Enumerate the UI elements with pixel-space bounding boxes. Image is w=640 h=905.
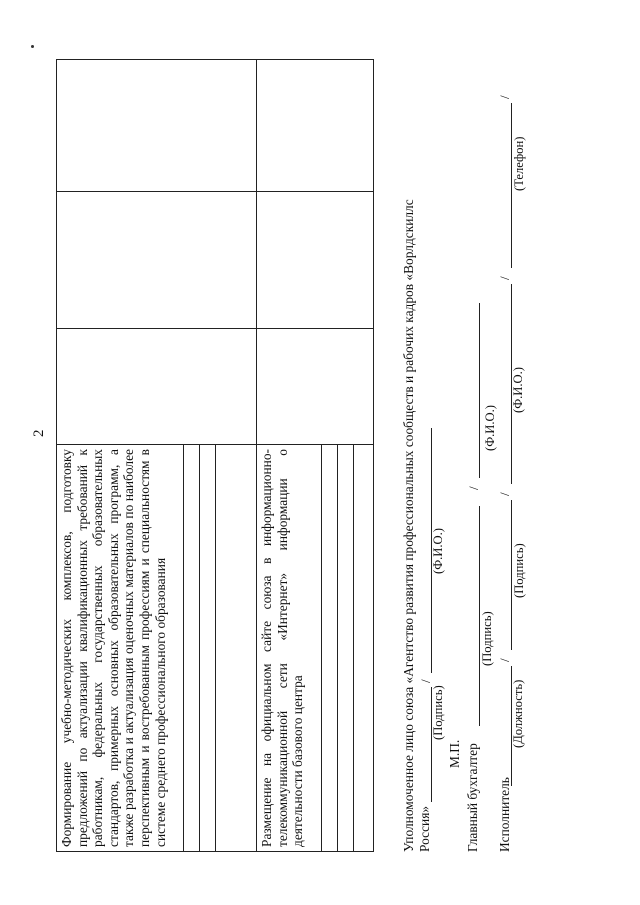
empty-cell xyxy=(257,192,374,329)
separator: / xyxy=(497,658,512,662)
activity-cell xyxy=(257,445,374,852)
fio-caption: (Ф.И.О.) xyxy=(511,367,525,413)
empty-cell xyxy=(257,329,374,445)
fio-caption: (Ф.И.О.) xyxy=(431,528,445,574)
fio-line xyxy=(479,303,480,478)
phone-caption: (Телефон) xyxy=(512,136,526,191)
authorized-person-label: Уполномоченное лицо союза «Агентство развития профессиональных сообществ и рабочих кадров «Ворлдскиллс xyxy=(401,199,416,852)
activities-table xyxy=(56,59,374,852)
activity-text: Размещение на официальном сайте союза в информационно-телекоммуникационной сети «Интернет» информации о деятельности базового центра xyxy=(259,449,306,847)
fio-caption: (Ф.И.О.) xyxy=(483,405,497,451)
separator: / xyxy=(418,679,433,683)
activity-cell xyxy=(57,445,257,852)
stamp-place: М.П. xyxy=(447,739,462,768)
rotated-content xyxy=(0,38,600,888)
separator: / xyxy=(497,276,512,280)
separator: / xyxy=(466,486,481,490)
blank-line xyxy=(322,445,338,851)
authorized-person-label-cont: Россия» xyxy=(417,805,432,852)
blank-line xyxy=(200,445,216,851)
activity-text: Формирование учебно-методических комплексов, подготовку предложений по актуализации квалификационных требований к работникам, федеральных государственных образовательных стандартов, примерных основных образовательных программ, а также разработка и актуализация оценочных материалов по наиболее перспективным и востребованным профессиям и специальностям в системе среднего профессионального образования xyxy=(59,449,168,847)
table-row xyxy=(257,60,374,852)
executor-label: Исполнитель xyxy=(497,777,512,852)
separator: / xyxy=(497,95,512,99)
separator: / xyxy=(497,492,512,496)
empty-cell xyxy=(257,60,374,192)
signature-caption: (Подпись) xyxy=(431,685,445,740)
empty-cell xyxy=(57,192,257,329)
blank-line xyxy=(306,445,322,851)
blank-line xyxy=(338,445,354,851)
table-row xyxy=(57,60,257,852)
signature-caption: (Подпись) xyxy=(512,543,526,598)
signature-caption: (Подпись) xyxy=(480,611,494,666)
page-number: 2 xyxy=(31,429,47,437)
chief-accountant-label: Главный бухгалтер xyxy=(465,743,480,852)
position-caption: (Должность) xyxy=(511,679,525,748)
blank-line xyxy=(184,445,200,851)
empty-cell xyxy=(57,329,257,445)
blank-line xyxy=(168,445,184,851)
empty-cell xyxy=(57,60,257,192)
